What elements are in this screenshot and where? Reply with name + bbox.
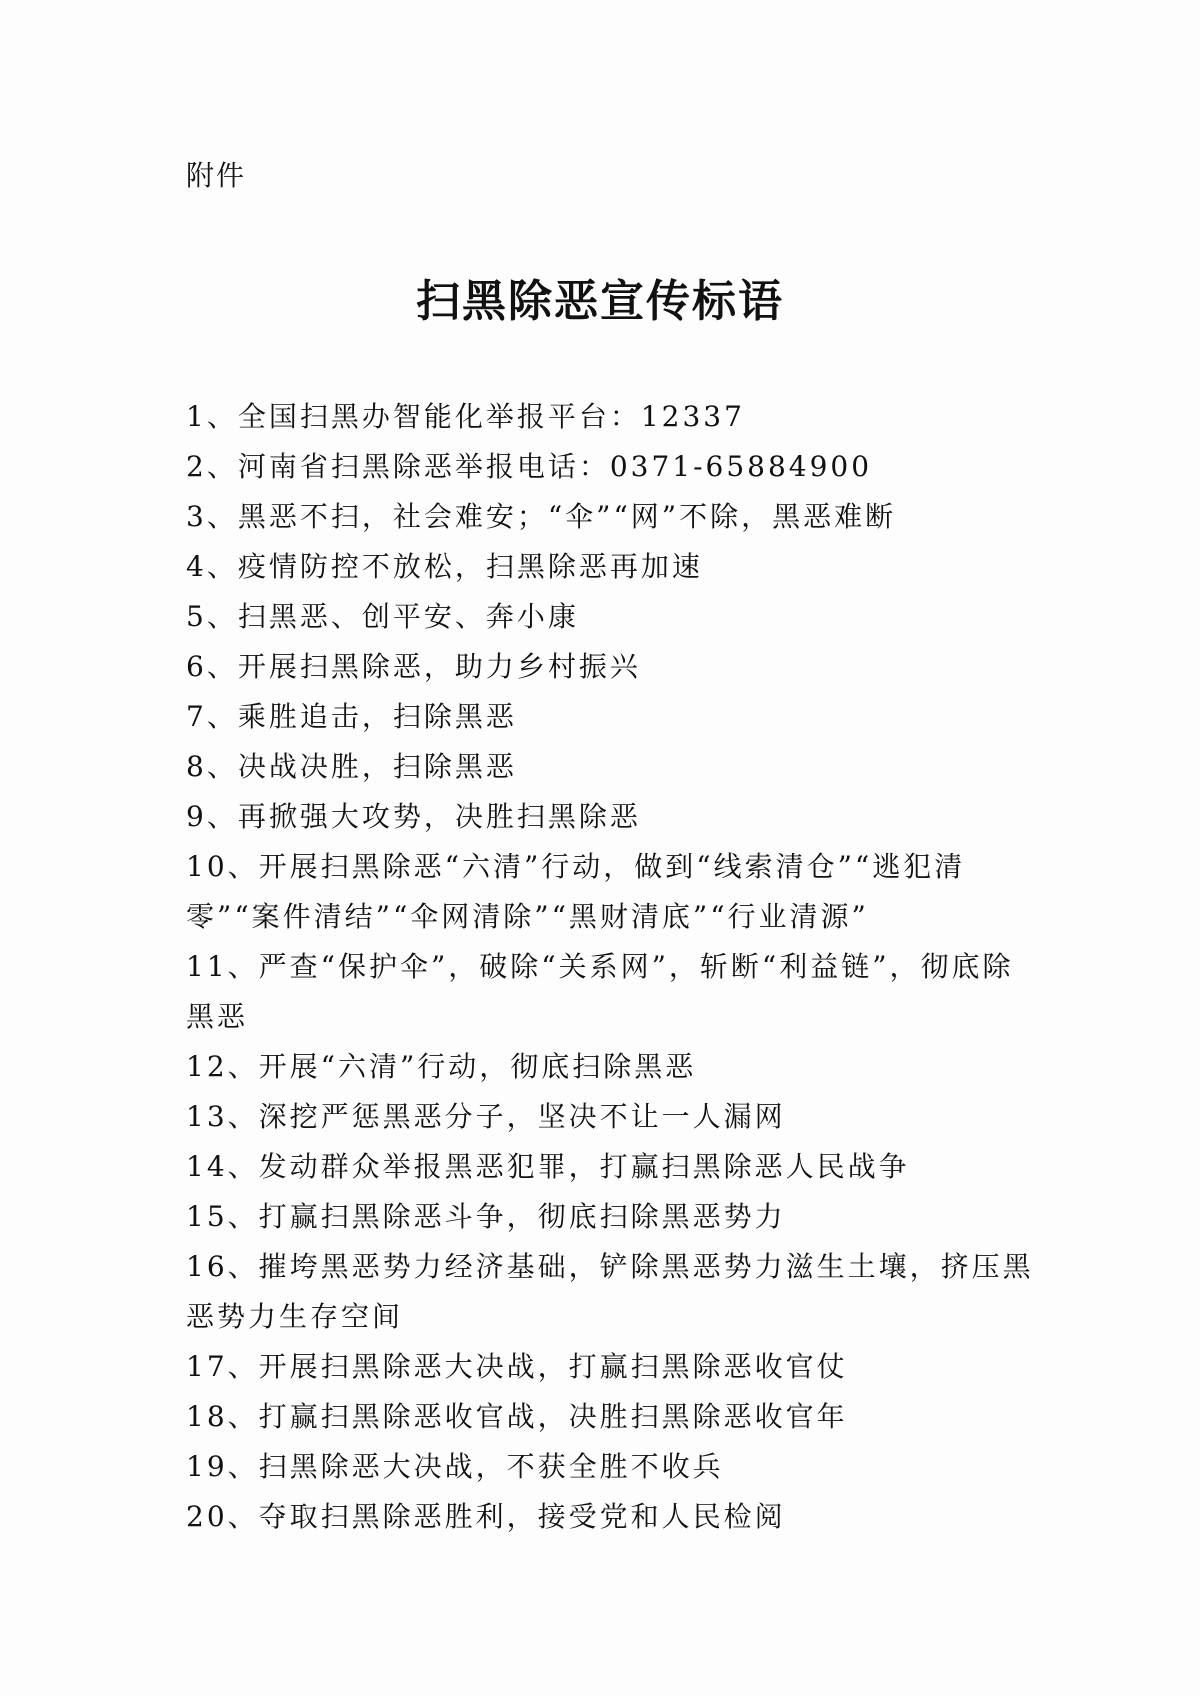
attachment-label: 附件 [186,159,247,192]
slogan-item: 5、扫黑恶、创平安、奔小康 [186,600,579,633]
document-title: 扫黑除恶宣传标语 [416,276,784,327]
slogan-item: 19、扫黑除恶大决战，不获全胜不收兵 [186,1450,724,1483]
slogan-item: 14、发动群众举报黑恶犯罪，打赢扫黑除恶人民战争 [186,1150,910,1183]
slogan-item: 13、深挖严惩黑恶分子，坚决不让一人漏网 [186,1100,786,1133]
slogan-item: 8、决战决胜，扫除黑恶 [186,750,517,783]
slogan-item: 20、夺取扫黑除恶胜利，接受党和人民检阅 [186,1500,786,1533]
slogan-item: 6、开展扫黑除恶，助力乡村振兴 [186,650,641,683]
slogan-item: 4、疫情防控不放松，扫黑除恶再加速 [186,550,703,583]
slogan-item: 1、全国扫黑办智能化举报平台：12337 [186,400,745,433]
slogan-item: 11、严查“保护伞”，破除“关系网”，斩断“利益链”，彻底除黑恶 [186,950,1014,1033]
slogan-item: 7、乘胜追击，扫除黑恶 [186,700,517,733]
slogan-item: 10、开展扫黑除恶“六清”行动，做到“线索清仓”“逃犯清零”“案件清结”“伞网清除”“黑财清底”“行业清源” [186,850,966,933]
slogan-list [186,392,1036,1542]
slogan-item: 2、河南省扫黑除恶举报电话：0371-65884900 [186,450,873,483]
slogan-item: 16、摧垮黑恶势力经济基础，铲除黑恶势力滋生土壤，挤压黑恶势力生存空间 [186,1250,1034,1333]
slogan-item: 3、黑恶不扫，社会难安；“伞”“网”不除，黑恶难断 [186,500,897,533]
slogan-item: 12、开展“六清”行动，彻底扫除黑恶 [186,1050,697,1083]
slogan-item: 18、打赢扫黑除恶收官战，决胜扫黑除恶收官年 [186,1400,848,1433]
slogan-item: 17、开展扫黑除恶大决战，打赢扫黑除恶收官仗 [186,1350,848,1383]
slogan-item: 9、再掀强大攻势，决胜扫黑除恶 [186,800,641,833]
slogan-item: 15、打赢扫黑除恶斗争，彻底扫除黑恶势力 [186,1200,786,1233]
